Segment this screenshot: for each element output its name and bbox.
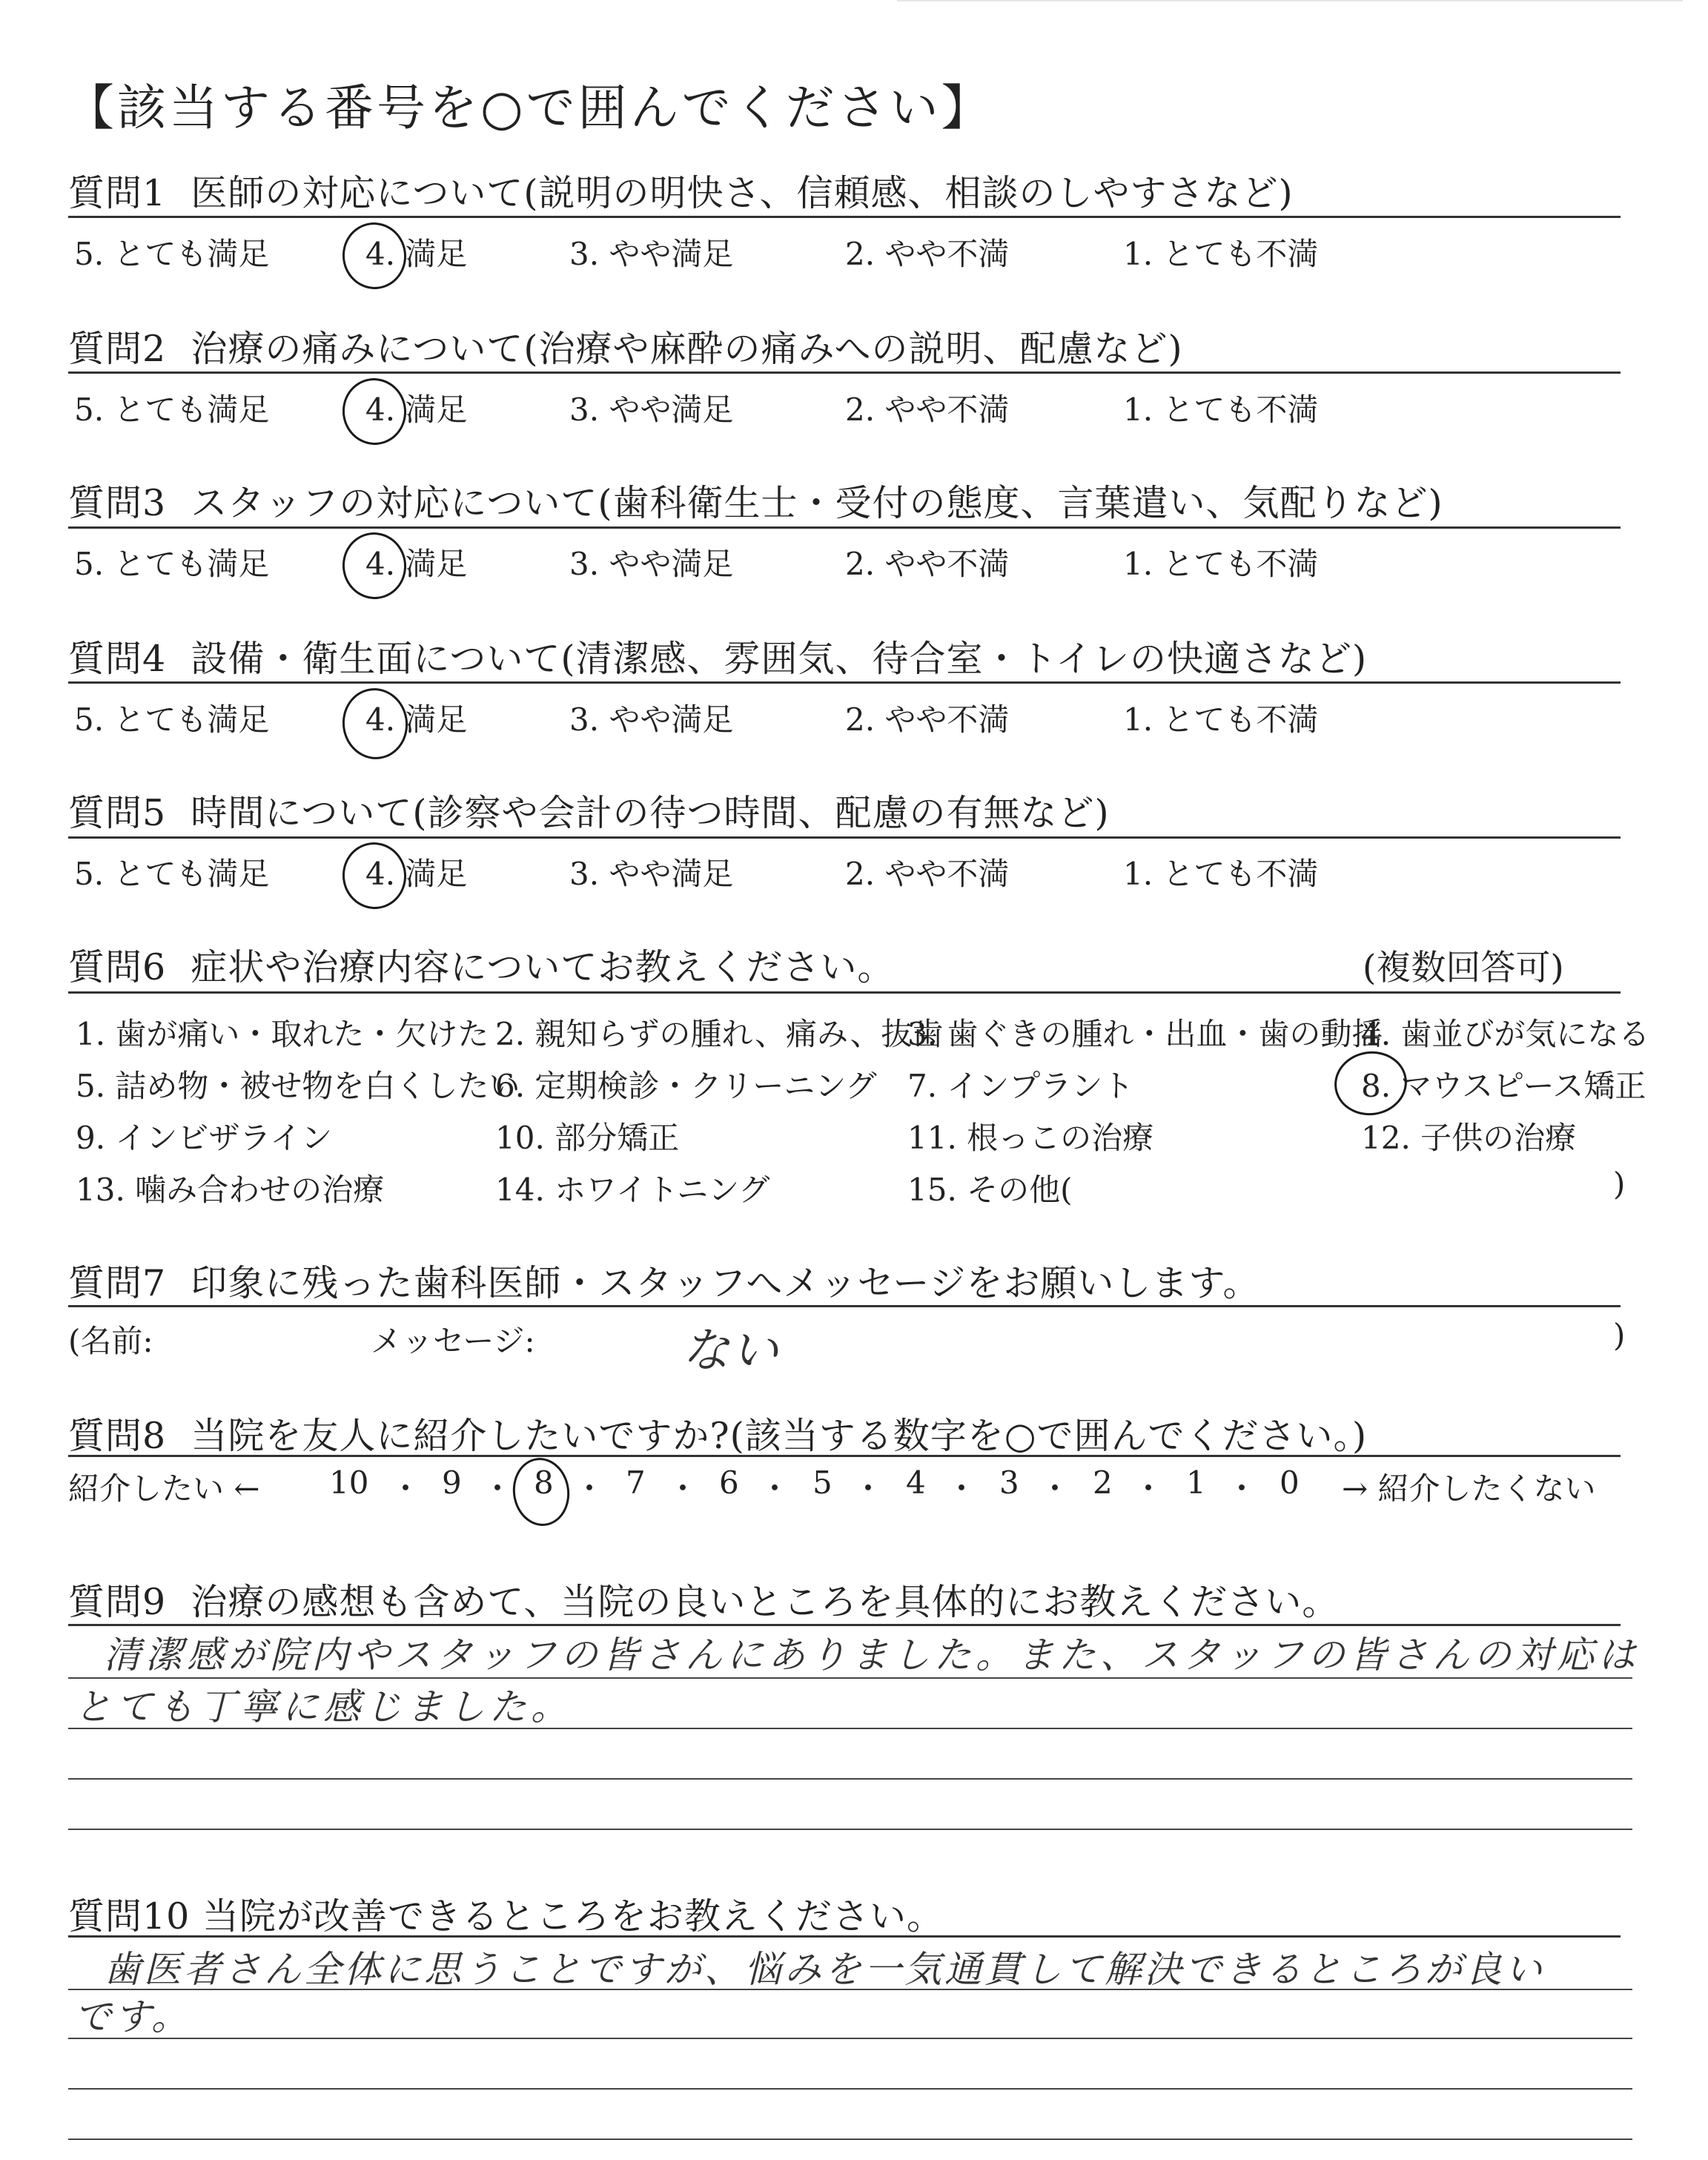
question-8-rule	[68, 1455, 1621, 1457]
q10-answer-line-2: です。	[74, 1995, 191, 2038]
q7-message-label: メッセージ:	[371, 1323, 535, 1359]
q5-option-4[interactable]: 4. 満足	[365, 856, 468, 892]
question-7-rule	[68, 1305, 1621, 1307]
scale-dot: ・	[853, 1470, 884, 1507]
scale-10[interactable]: 10	[329, 1464, 369, 1501]
question-4-label: 質問4	[68, 638, 167, 680]
q10-writing-line	[68, 2088, 1632, 2090]
q6-option-9[interactable]: 9. インビザライン	[76, 1120, 333, 1156]
q4-option-5[interactable]: 5. とても満足	[74, 701, 270, 738]
q3-option-5[interactable]: 5. とても満足	[74, 546, 270, 582]
q10-writing-line	[68, 2138, 1632, 2140]
scale-0[interactable]: 0	[1280, 1464, 1300, 1501]
question-4-text: 設備・衛生面について(清潔感、雰囲気、待合室・トイレの快適さなど)	[191, 638, 1368, 680]
question-3-text: スタッフの対応について(歯科衛生士・受付の態度、言葉遣い、気配りなど)	[191, 482, 1443, 524]
question-6-rule	[68, 991, 1621, 994]
question-8	[68, 1407, 1367, 1459]
question-5-rule	[68, 836, 1621, 839]
question-2-text: 治療の痛みについて(治療や麻酔の痛みへの説明、配慮など)	[191, 328, 1183, 370]
q5-option-5[interactable]: 5. とても満足	[74, 856, 270, 892]
q3-option-3[interactable]: 3. やや満足	[569, 546, 734, 582]
q7-handwritten-answer: ない	[682, 1324, 780, 1378]
question-9-label: 質問9	[68, 1581, 167, 1623]
question-8-label: 質問8	[68, 1415, 167, 1457]
scale-9[interactable]: 9	[442, 1464, 462, 1501]
scale-8[interactable]: 8	[534, 1464, 554, 1501]
scale-5[interactable]: 5	[812, 1464, 833, 1501]
question-10-text: 当院が改善できるところをお教えください。	[202, 1895, 944, 1938]
q6-option-10[interactable]: 10. 部分矯正	[495, 1120, 680, 1156]
question-9-text: 治療の感想も含めて、当院の良いところを具体的にお教えください。	[191, 1581, 1340, 1623]
scale-7[interactable]: 7	[626, 1464, 646, 1501]
q6-selected-circle	[1330, 1047, 1411, 1120]
q6-option-2[interactable]: 2. 親知らずの腫れ、痛み、抜歯	[495, 1016, 944, 1052]
question-3-label: 質問3	[68, 482, 167, 524]
q1-option-3[interactable]: 3. やや満足	[569, 236, 734, 272]
recommend-right-label: → 紹介したくない	[1342, 1470, 1596, 1507]
question-1-rule	[68, 216, 1621, 218]
q1-option-2[interactable]: 2. やや不満	[845, 236, 1010, 272]
q9-writing-line	[68, 1778, 1632, 1780]
scale-4[interactable]: 4	[906, 1464, 926, 1501]
scale-dot: ・	[390, 1470, 422, 1507]
q6-option-5[interactable]: 5. 詰め物・被せ物を白くしたい	[76, 1068, 520, 1104]
question-7	[68, 1255, 1260, 1307]
q6-option-6[interactable]: 6. 定期検診・クリーニング	[495, 1068, 877, 1104]
q6-option-1[interactable]: 1. 歯が痛い・取れた・欠けた	[76, 1016, 489, 1052]
q9-writing-line	[68, 1728, 1632, 1729]
question-6	[68, 939, 894, 991]
question-1	[68, 165, 1294, 217]
q6-option-3[interactable]: 3. 歯ぐきの腫れ・出血・歯の動揺	[907, 1016, 1383, 1052]
q2-option-5[interactable]: 5. とても満足	[74, 392, 270, 428]
question-5-label: 質問5	[68, 792, 167, 834]
question-10-rule	[68, 1935, 1621, 1938]
question-2-rule	[68, 371, 1621, 374]
q9-answer-line-1: 清潔感が院内やスタッフの皆さんにありました。また、スタッフの皆さんの対応は	[104, 1634, 1640, 1677]
q3-option-2[interactable]: 2. やや不満	[845, 546, 1010, 582]
q7-close-paren: )	[1613, 1317, 1626, 1353]
q1-option-1[interactable]: 1. とても不満	[1123, 236, 1319, 272]
q1-option-4[interactable]: 4. 満足	[365, 236, 468, 272]
scale-dot: ・	[667, 1470, 699, 1507]
scan-edge-mark	[897, 0, 1683, 16]
q1-option-5[interactable]: 5. とても満足	[74, 236, 270, 272]
q2-option-2[interactable]: 2. やや不満	[845, 392, 1010, 428]
question-5-text: 時間について(診察や会計の待つ時間、配慮の有無など)	[191, 792, 1110, 834]
question-7-text: 印象に残った歯科医師・スタッフへメッセージをお願いします。	[191, 1262, 1260, 1304]
question-3	[68, 475, 1443, 526]
scale-1[interactable]: 1	[1186, 1464, 1206, 1501]
q2-option-3[interactable]: 3. やや満足	[569, 392, 734, 428]
q2-option-1[interactable]: 1. とても不満	[1123, 392, 1319, 428]
scale-dot: ・	[1133, 1470, 1165, 1507]
q10-writing-line	[68, 2038, 1632, 2039]
question-4	[68, 630, 1367, 682]
question-6-label: 質問6	[68, 946, 167, 988]
page-title: 【該当する番号を○で囲んでください】	[65, 79, 993, 136]
q6-option-7[interactable]: 7. インプラント	[907, 1068, 1134, 1104]
scale-dot: ・	[759, 1470, 791, 1507]
question-6-text: 症状や治療内容についてお教えください。	[191, 946, 895, 988]
q10-writing-line	[68, 1989, 1632, 1990]
q6-other-close-paren: )	[1613, 1166, 1626, 1202]
q6-option-13[interactable]: 13. 噛み合わせの治療	[76, 1172, 385, 1208]
q9-answer-line-2: とても丁寧に感じました。	[74, 1685, 572, 1728]
q3-option-1[interactable]: 1. とても不満	[1123, 546, 1319, 582]
scale-dot: ・	[482, 1470, 514, 1507]
q4-option-4[interactable]: 4. 満足	[365, 701, 468, 738]
scale-6[interactable]: 6	[719, 1464, 739, 1501]
q6-option-4[interactable]: 4. 歯並びが気になる	[1361, 1016, 1650, 1052]
question-9	[68, 1573, 1339, 1625]
question-1-label: 質問1	[68, 172, 167, 214]
scale-dot: ・	[946, 1470, 978, 1507]
q4-option-2[interactable]: 2. やや不満	[845, 701, 1010, 738]
scale-dot: ・	[574, 1470, 606, 1507]
q6-option-12[interactable]: 12. 子供の治療	[1361, 1120, 1577, 1156]
q6-option-11[interactable]: 11. 根っこの治療	[907, 1120, 1154, 1156]
question-4-rule	[68, 681, 1621, 684]
question-3-rule	[68, 526, 1621, 529]
q5-option-3[interactable]: 3. やや満足	[569, 856, 734, 892]
question-2-label: 質問2	[68, 328, 167, 370]
scale-dot: ・	[1226, 1470, 1258, 1507]
q6-option-15[interactable]: 15. その他(	[907, 1172, 1073, 1208]
q7-name-label: (名前:	[68, 1323, 153, 1359]
question-7-label: 質問7	[68, 1262, 167, 1304]
question-8-text: 当院を友人に紹介したいですか?(該当する数字を○で囲んでください。)	[191, 1415, 1368, 1457]
q4-option-1[interactable]: 1. とても不満	[1123, 701, 1319, 738]
q2-option-4[interactable]: 4. 満足	[365, 392, 468, 428]
recommend-left-label: 紹介したい ←	[68, 1470, 260, 1507]
q9-writing-line	[68, 1829, 1632, 1830]
question-2	[68, 320, 1183, 372]
q10-answer-line-1: 歯医者さん全体に思うことですが、悩みを一気通貫して解決できるところが良い	[104, 1948, 1545, 1991]
scale-dot: ・	[1039, 1470, 1071, 1507]
q6-option-14[interactable]: 14. ホワイトニング	[495, 1172, 770, 1208]
q5-option-2[interactable]: 2. やや不満	[845, 856, 1010, 892]
q3-option-4[interactable]: 4. 満足	[365, 546, 468, 582]
q5-option-1[interactable]: 1. とても不満	[1123, 856, 1319, 892]
question-10-label: 質問10	[68, 1895, 191, 1938]
question-5	[68, 785, 1110, 836]
question-1-text: 医師の対応について(説明の明快さ、信頼感、相談のしやすさなど)	[191, 172, 1294, 214]
scale-2[interactable]: 2	[1093, 1464, 1113, 1501]
question-10	[68, 1888, 944, 1940]
q6-option-8[interactable]: 8. マウスピース矯正	[1361, 1068, 1646, 1104]
scale-3[interactable]: 3	[999, 1464, 1019, 1501]
q4-option-3[interactable]: 3. やや満足	[569, 701, 734, 738]
question-6-multiple-note: (複数回答可)	[1363, 948, 1564, 988]
recommend-scale	[65, 1464, 1629, 1509]
